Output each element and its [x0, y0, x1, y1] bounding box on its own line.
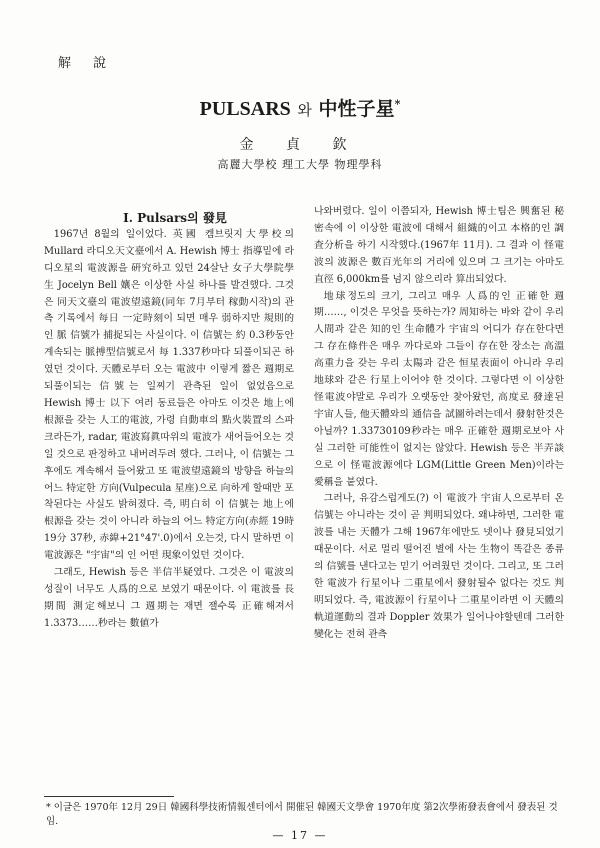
author-name: 金 貞 欽 [239, 137, 361, 153]
title-connector: 와 [297, 101, 312, 119]
page-number: — 17 — [272, 829, 328, 842]
footnote: * 이글은 1970年 12月 29日 韓國科學技術情報센터에서 開催된 韓國天文學會 1970年度 第2次學術發表會에서 發表된 것임. [46, 802, 558, 827]
title-footnote-mark: * [394, 97, 401, 111]
left-column [44, 210, 294, 633]
title-subject: 中性子星 [318, 98, 395, 120]
article-title [0, 94, 600, 121]
section-label: 解 說 [58, 56, 116, 71]
title-main: PULSARS [199, 98, 291, 120]
footnote-divider [44, 796, 174, 797]
section-heading: I. Pulsars의 發見 [123, 211, 227, 225]
paragraph: 地球정도의 크기, 그리고 매우 人爲的인 正確한 週期……, 이것은 무엇을 뜻하는가? 周知하는 바와 같이 우리 人間과 같은 知的인 生命體가 宇宙의 어디가 存在한다면 그 存在條件은 매우 까다로와 그들이 存在한 장소는 高溫高重力을 갖는 우리 太陽과 같은 恒星表面이 아니라 우리 地球와 같은 行星上이어야 한 것이다. 그렇다면 이 이상한 怪電波야말로 우리가 오랫동안 찾아왔던, 高度로 發達된 宇宙人들, 他天體와의 通信을 試圖하려는데서 發射한것은 아닐까? 1.33730109秒라는 매우 正確한 週期로보아 사실 그러한 可能性이 없지는 않았다. Hewish 등은 半弄談으로 이 怪電波源에다 LGM(Little Green Men)이라는 愛稱을 붙였다. [314, 290, 564, 488]
paragraph: 나와버렸다. 일이 이쯤되자, Hewish 博士팀은 興奮된 秘密속에 이 이상한 電波에 대해서 組織的이고 本格的인 調査分析을 하기 시작했다.(1967年 11月). 그 결과 이 怪電波의 波源은 數百光年의 거리에 있으며 그 크기는 아마도 直徑 6,000km를 넘지 않으리라 算出되었다. [314, 206, 564, 285]
author-affiliation: 高麗大學校 理工大學 物理學科 [217, 158, 383, 171]
paragraph: 1967년 8월의 일이었다. 英國 켐브릿지大學校의 Mullard 라디오天文臺에서 A. Hewish 博士 指導밑에 라디오星의 電波源을 硏究하고 있던 24살난 女子大學院學生 Jocelyn Bell 孃은 이상한 사실 하나를 발견했다. 그것은 同天文臺의 電波望遠鏡(同年 7月부터 稼動시작)의 관측 기록에서 每日 一定時刻이 되면 매우 弱하지만 規則的인 脈 信號가 捕捉되는 사실이다. 이 信號는 約 0.3秒동안 계속되는 脈搏型信號로서 每 1.337秒마다 되풀이되곤 하였던 것이다. 天體로부터 오는 電波中 이렇게 짧은 週期로 되풀이되는 信號는 일찌기 관측된 일이 없었음으로 Hewish 博士 以下 여러 동료들은 아마도 이것은 地上에 根源을 갖는 人工的電波, 가령 自動車의 點火裝置의 스파크라든가, radar, 電波寫眞따위의 電波가 새어들어오는 것일 것으로 판정하고 내버려두려 했다. 그러나, 이 信號는 그 후에도 계속해서 들어왔고 또 電波望遠鏡의 방향을 하늘의 어느 特定한 方向(Vulpecula 星座)으로 向하게 할때만 포착된다는 사실도 밝혀졌다. 즉, 明白히 이 信號는 地上에 根源을 갖는 것이 아니라 하늘의 어느 特定方向(赤經 19時 19分 37秒, 赤緯+21°47'.0)에서 오는것, 다시 말하면 이 電波源은 "宇宙"의 인 어떤 現象이었던 것이다. [44, 228, 294, 562]
paragraph: 그러나, 유감스럽게도(?) 이 電波가 宇宙人으로부터 온 信號는 아니라는 것이 곧 判明되었다. 왜냐하면, 그러한 電波를 내는 天體가 그해 1967年에만도 넷이나 發見되었기 때문이다. 서로 멀리 떨어진 별에 사는 生物이 똑같은 종류의 信號를 낸다고는 믿기 어려웠던 것이다. 그리고, 또 그러한 電波가 行星이나 二重星에서 發射될수 없다는 것도 判明되었다. 즉, 電波源이 行星이나 二重星이라면 이 天體의 軌道運動의 결과 Doppler 效果가 일어나야할텐데 그러한 變化는 전혀 관측 [314, 493, 564, 640]
right-column [314, 204, 564, 644]
paragraph: 그래도, Hewish 등은 半信半疑였다. 그것은 이 電波의 성질이 너무도 人爲的으로 보였기 때문이다. 이 電波를 長期間 測定해보니 그 週期는 재면 잴수록 正確해져서 1.3373……秒라는 數値가 [44, 567, 294, 629]
